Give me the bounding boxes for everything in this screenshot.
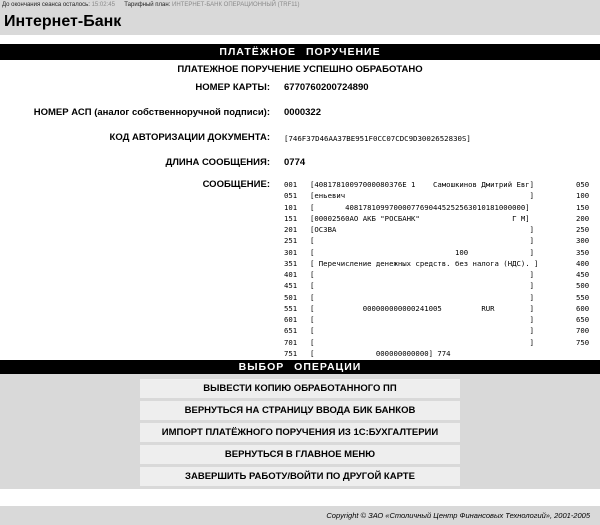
operation-select-header: ВЫБОР ОПЕРАЦИИ (0, 360, 600, 374)
auth-code-value: [746F37D46AA37BE951F0CC07CDC9D3002652830S] (284, 134, 471, 143)
message-line-text: [ ] (310, 326, 535, 336)
import-1c-button[interactable]: ИМПОРТ ПЛАТЁЖНОГО ПОРУЧЕНИЯ ИЗ 1С:БУХГАЛТЕРИИ (140, 423, 460, 442)
message-line-end: 500 (576, 281, 590, 291)
message-line (284, 247, 594, 258)
message-line-number: 201 (284, 225, 298, 234)
message-line-end: 650 (576, 315, 590, 324)
message-line-text: [00002560АО АКБ "РОСБАНК" Г М] (310, 213, 530, 223)
message-line-end: 100 (576, 191, 590, 201)
message-line-number: 251 (284, 236, 298, 246)
message-line-text: [ ] (310, 236, 535, 246)
print-copy-button[interactable]: ВЫВЕСТИ КОПИЮ ОБРАБОТАННОГО ПП (140, 379, 460, 398)
message-line (284, 190, 594, 201)
message-line (284, 269, 594, 280)
message-line-text: [ОСЗВА ] (310, 225, 535, 234)
message-line-number: 101 (284, 202, 298, 212)
return-bik-button[interactable]: ВЕРНУТЬСЯ НА СТРАНИЦУ ВВОДА БИК БАНКОВ (140, 401, 460, 420)
session-bar (0, 0, 600, 11)
message-line-number: 001 (284, 180, 298, 189)
message-line (284, 202, 594, 213)
message-line-text: [ ] (310, 281, 535, 291)
message-line-end: 600 (576, 303, 590, 313)
message-line-text: [ 000000000000241005 RUR ] (310, 303, 535, 313)
message-block (284, 179, 594, 359)
message-line (284, 292, 594, 303)
message-line-number: 351 (284, 258, 298, 268)
message-row (0, 177, 600, 360)
message-line (284, 303, 594, 314)
asp-number-label: НОМЕР АСП (аналог собственноручной подписи): (33, 107, 270, 118)
logout-button[interactable]: ЗАВЕРШИТЬ РАБОТУ/ВОЙТИ ПО ДРУГОЙ КАРТЕ (140, 467, 460, 486)
message-length-row (0, 152, 600, 177)
session-timer: 15:02:45 (91, 2, 115, 8)
message-line (284, 224, 594, 235)
message-line-end: 050 (576, 180, 590, 189)
message-line-text: [еньевич ] (310, 191, 535, 201)
message-line-end: 750 (576, 337, 590, 347)
message-line-text: [ 100 ] (310, 247, 535, 257)
message-line-end: 150 (576, 202, 590, 212)
message-label: СООБЩЕНИЕ: (202, 179, 270, 190)
session-label: До окончания сеанса осталось: (2, 2, 90, 8)
message-line-number: 501 (284, 292, 298, 302)
auth-code-label: КОД АВТОРИЗАЦИИ ДОКУМЕНТА: (109, 132, 270, 143)
tariff-value: ИНТЕРНЕТ-БАНК ОПЕРАЦИОННЫЙ (TRF11) (172, 2, 300, 8)
message-line-number: 051 (284, 191, 298, 201)
message-line-end: 250 (576, 225, 590, 234)
message-line (284, 258, 594, 269)
message-line-text: [ ] (310, 315, 535, 324)
message-line-end: 400 (576, 258, 590, 268)
message-line-text: [ ] (310, 270, 535, 279)
card-number-value: 6770760200724890 (284, 82, 369, 93)
message-line-number: 751 (284, 348, 298, 358)
message-line-text: [ ] (310, 292, 535, 302)
message-length-value: 0774 (284, 157, 306, 168)
message-line (284, 325, 594, 336)
message-line (284, 314, 594, 325)
asp-number-value: 0000322 (284, 107, 321, 118)
message-line-text: [ ] (310, 337, 535, 347)
message-line (284, 235, 594, 246)
payment-order-header: ПЛАТЁЖНОЕ ПОРУЧЕНИЕ (0, 44, 600, 60)
card-number-row (0, 77, 600, 102)
auth-code-row (0, 127, 600, 152)
copyright-footer: Copyright © ЗАО «Столичный Центр Финансовых Технологий», 2001-2005 (0, 506, 600, 525)
message-line (284, 337, 594, 348)
success-message: ПЛАТЕЖНОЕ ПОРУЧЕНИЕ УСПЕШНО ОБРАБОТАНО (177, 64, 423, 75)
message-line-text: [40817810097000080376Е 1 Самошкинов Дмитрий Евг] (310, 180, 535, 189)
message-line-number: 651 (284, 326, 298, 336)
card-number-label: НОМЕР КАРТЫ: (195, 82, 270, 93)
message-line-number: 151 (284, 213, 298, 223)
message-line-text: [ Перечисление денежных средств. без налога (НДС). ] (310, 258, 539, 268)
message-line-end: 450 (576, 270, 590, 279)
tariff-label: Тарифный план: (124, 2, 171, 8)
message-line (284, 179, 594, 190)
message-line (284, 213, 594, 224)
message-line-end: 300 (576, 236, 590, 246)
message-line-number: 601 (284, 315, 298, 324)
message-line-number: 301 (284, 247, 298, 257)
message-line-number: 551 (284, 303, 298, 313)
message-line-number: 701 (284, 337, 298, 347)
message-line (284, 280, 594, 291)
main-menu-button[interactable]: ВЕРНУТЬСЯ В ГЛАВНОЕ МЕНЮ (140, 445, 460, 464)
message-length-label: ДЛИНА СООБЩЕНИЯ: (165, 157, 270, 168)
operations-panel (0, 374, 600, 489)
message-line-end: 550 (576, 292, 590, 302)
message-line-number: 401 (284, 270, 298, 279)
message-line-end: 700 (576, 326, 590, 336)
message-line-end: 350 (576, 247, 590, 257)
message-line (284, 348, 594, 359)
asp-number-row (0, 102, 600, 127)
message-line-number: 451 (284, 281, 298, 291)
message-line-end: 200 (576, 213, 590, 223)
message-line-text: [ 40817810997000077690445252563010181000000] (310, 202, 530, 212)
app-title: Интернет-Банк (0, 11, 600, 35)
message-line-text: [ 000000000000] 774 (310, 348, 451, 358)
